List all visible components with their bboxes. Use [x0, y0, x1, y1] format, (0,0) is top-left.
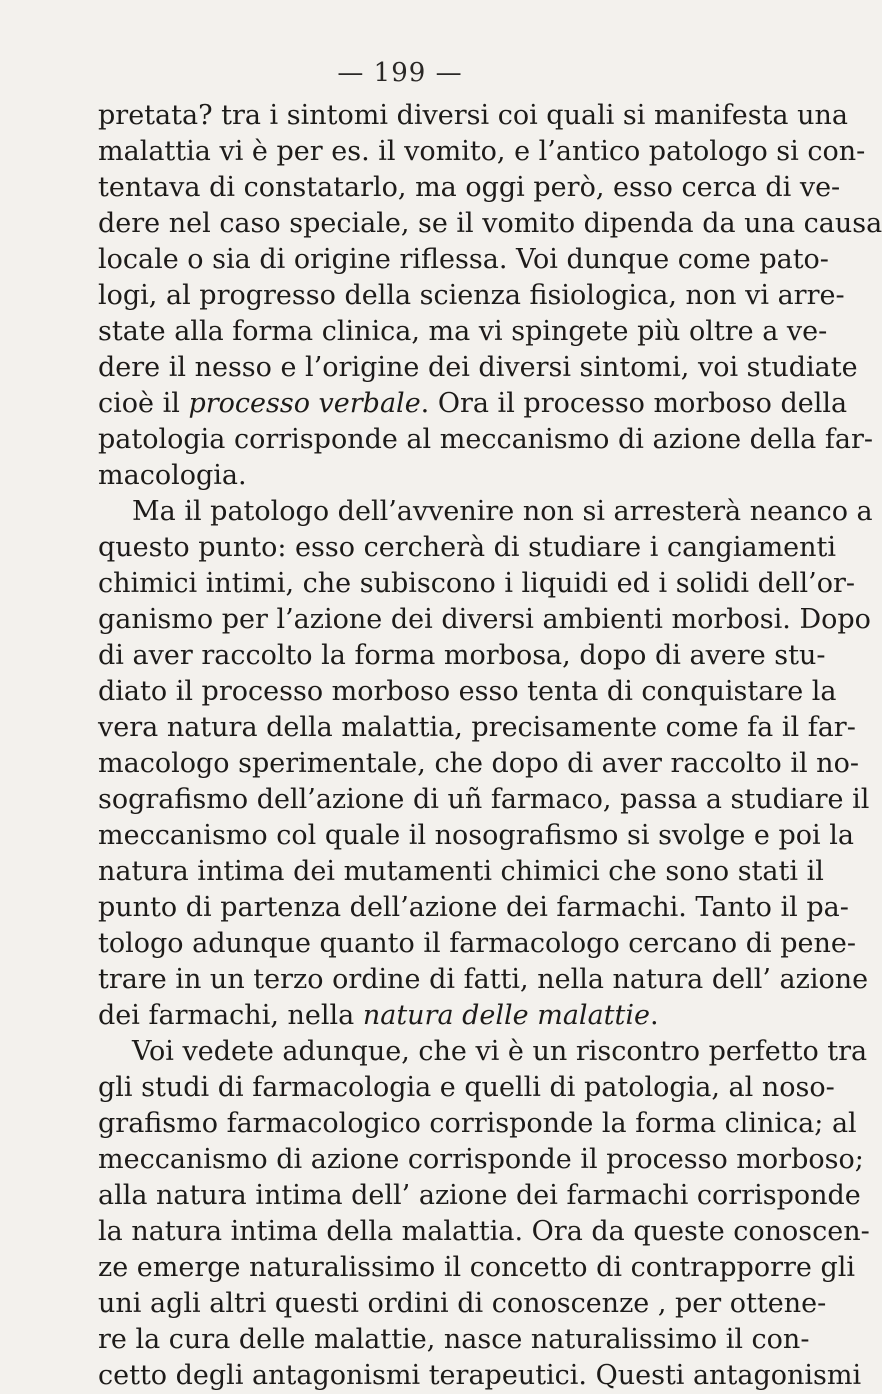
text-line: tologo adunque quanto il farmacologo cercano di pene- [98, 928, 857, 959]
text-segment: . [649, 1000, 659, 1031]
text-line: tentava di constatarlo, ma oggi però, esso cerca di ve- [98, 172, 841, 203]
text-line: malattia vi è per es. il vomito, e l’antico patologo si con- [98, 136, 866, 167]
text-line: ze emerge naturalissimo il concetto di contrapporre gli [98, 1252, 856, 1283]
text-line: ganismo per l’azione dei diversi ambienti morbosi. Dopo [98, 604, 871, 635]
text-line: pretata? tra i sintomi diversi coi quali si manifesta una [98, 100, 848, 131]
text-line: di aver raccolto la forma morbosa, dopo di avere stu- [98, 640, 826, 671]
text-line: sografismo dell’azione di uñ farmaco, passa a studiare il [98, 784, 870, 815]
text-line: meccanismo di azione corrisponde il processo morboso; [98, 1144, 864, 1175]
text-segment: dei farmachi, nella [98, 1000, 355, 1031]
text-line [98, 386, 848, 422]
text-line: logi, al progresso della scienza fisiologica, non vi arre- [98, 280, 845, 311]
page-number-header: — 199 — [337, 58, 463, 88]
text-line: chimici intimi, che subiscono i liquidi ed i solidi dell’or- [98, 568, 855, 599]
text-line: questo punto: esso cercherà di studiare i cangiamenti [98, 532, 837, 563]
text-segment: cioè il [98, 388, 180, 419]
text-line: dere il nesso e l’origine dei diversi sintomi, voi studiate [98, 352, 858, 383]
text-line: macologo sperimentale, che dopo di aver raccolto il no- [98, 748, 859, 779]
text-line [98, 998, 704, 1034]
italic-term: natura delle malattie [362, 1000, 650, 1031]
text-line: natura intima dei mutamenti chimici che sono stati il [98, 856, 824, 887]
text-line: meccanismo col quale il nosografismo si svolge e poi la [98, 820, 854, 851]
text-line: cetto degli antagonismi terapeutici. Questi antagonismi [98, 1360, 862, 1391]
text-line: Ma il patologo dell’avvenire non si arresterà neanco a [132, 496, 873, 527]
text-line: uni agli altri questi ordini di conoscenze , per ottene- [98, 1288, 827, 1319]
text-line: trare in un terzo ordine di fatti, nella natura dell’ azione [98, 964, 869, 995]
italic-term: processo verbale [188, 388, 421, 419]
text-line: macologia. [98, 460, 247, 491]
text-line: diato il processo morboso esso tenta di conquistare la [98, 676, 837, 707]
text-line: patologia corrisponde al meccanismo di azione della far- [98, 424, 873, 455]
text-line: vera natura della malattia, precisamente come fa il far- [98, 712, 856, 743]
text-segment: . Ora il processo morboso della [420, 388, 848, 419]
text-line: grafismo farmacologico corrisponde la forma clinica; al [98, 1108, 857, 1139]
text-line: punto di partenza dell’azione dei farmachi. Tanto il pa- [98, 892, 849, 923]
text-line: locale o sia di origine riflessa. Voi dunque come pato- [98, 244, 829, 275]
text-line: alla natura intima dell’ azione dei farmachi corrisponde [98, 1180, 861, 1211]
text-line: state alla forma clinica, ma vi spingete più oltre a ve- [98, 316, 828, 347]
text-line: la natura intima della malattia. Ora da queste conoscen- [98, 1216, 870, 1247]
text-line: gli studi di farmacologia e quelli di patologia, al noso- [98, 1072, 835, 1103]
text-line: Voi vedete adunque, che vi è un riscontro perfetto tra [132, 1036, 868, 1067]
text-line: dere nel caso speciale, se il vomito dipenda da una causa [98, 208, 882, 239]
text-line: re la cura delle malattie, nasce naturalissimo il con- [98, 1324, 810, 1355]
